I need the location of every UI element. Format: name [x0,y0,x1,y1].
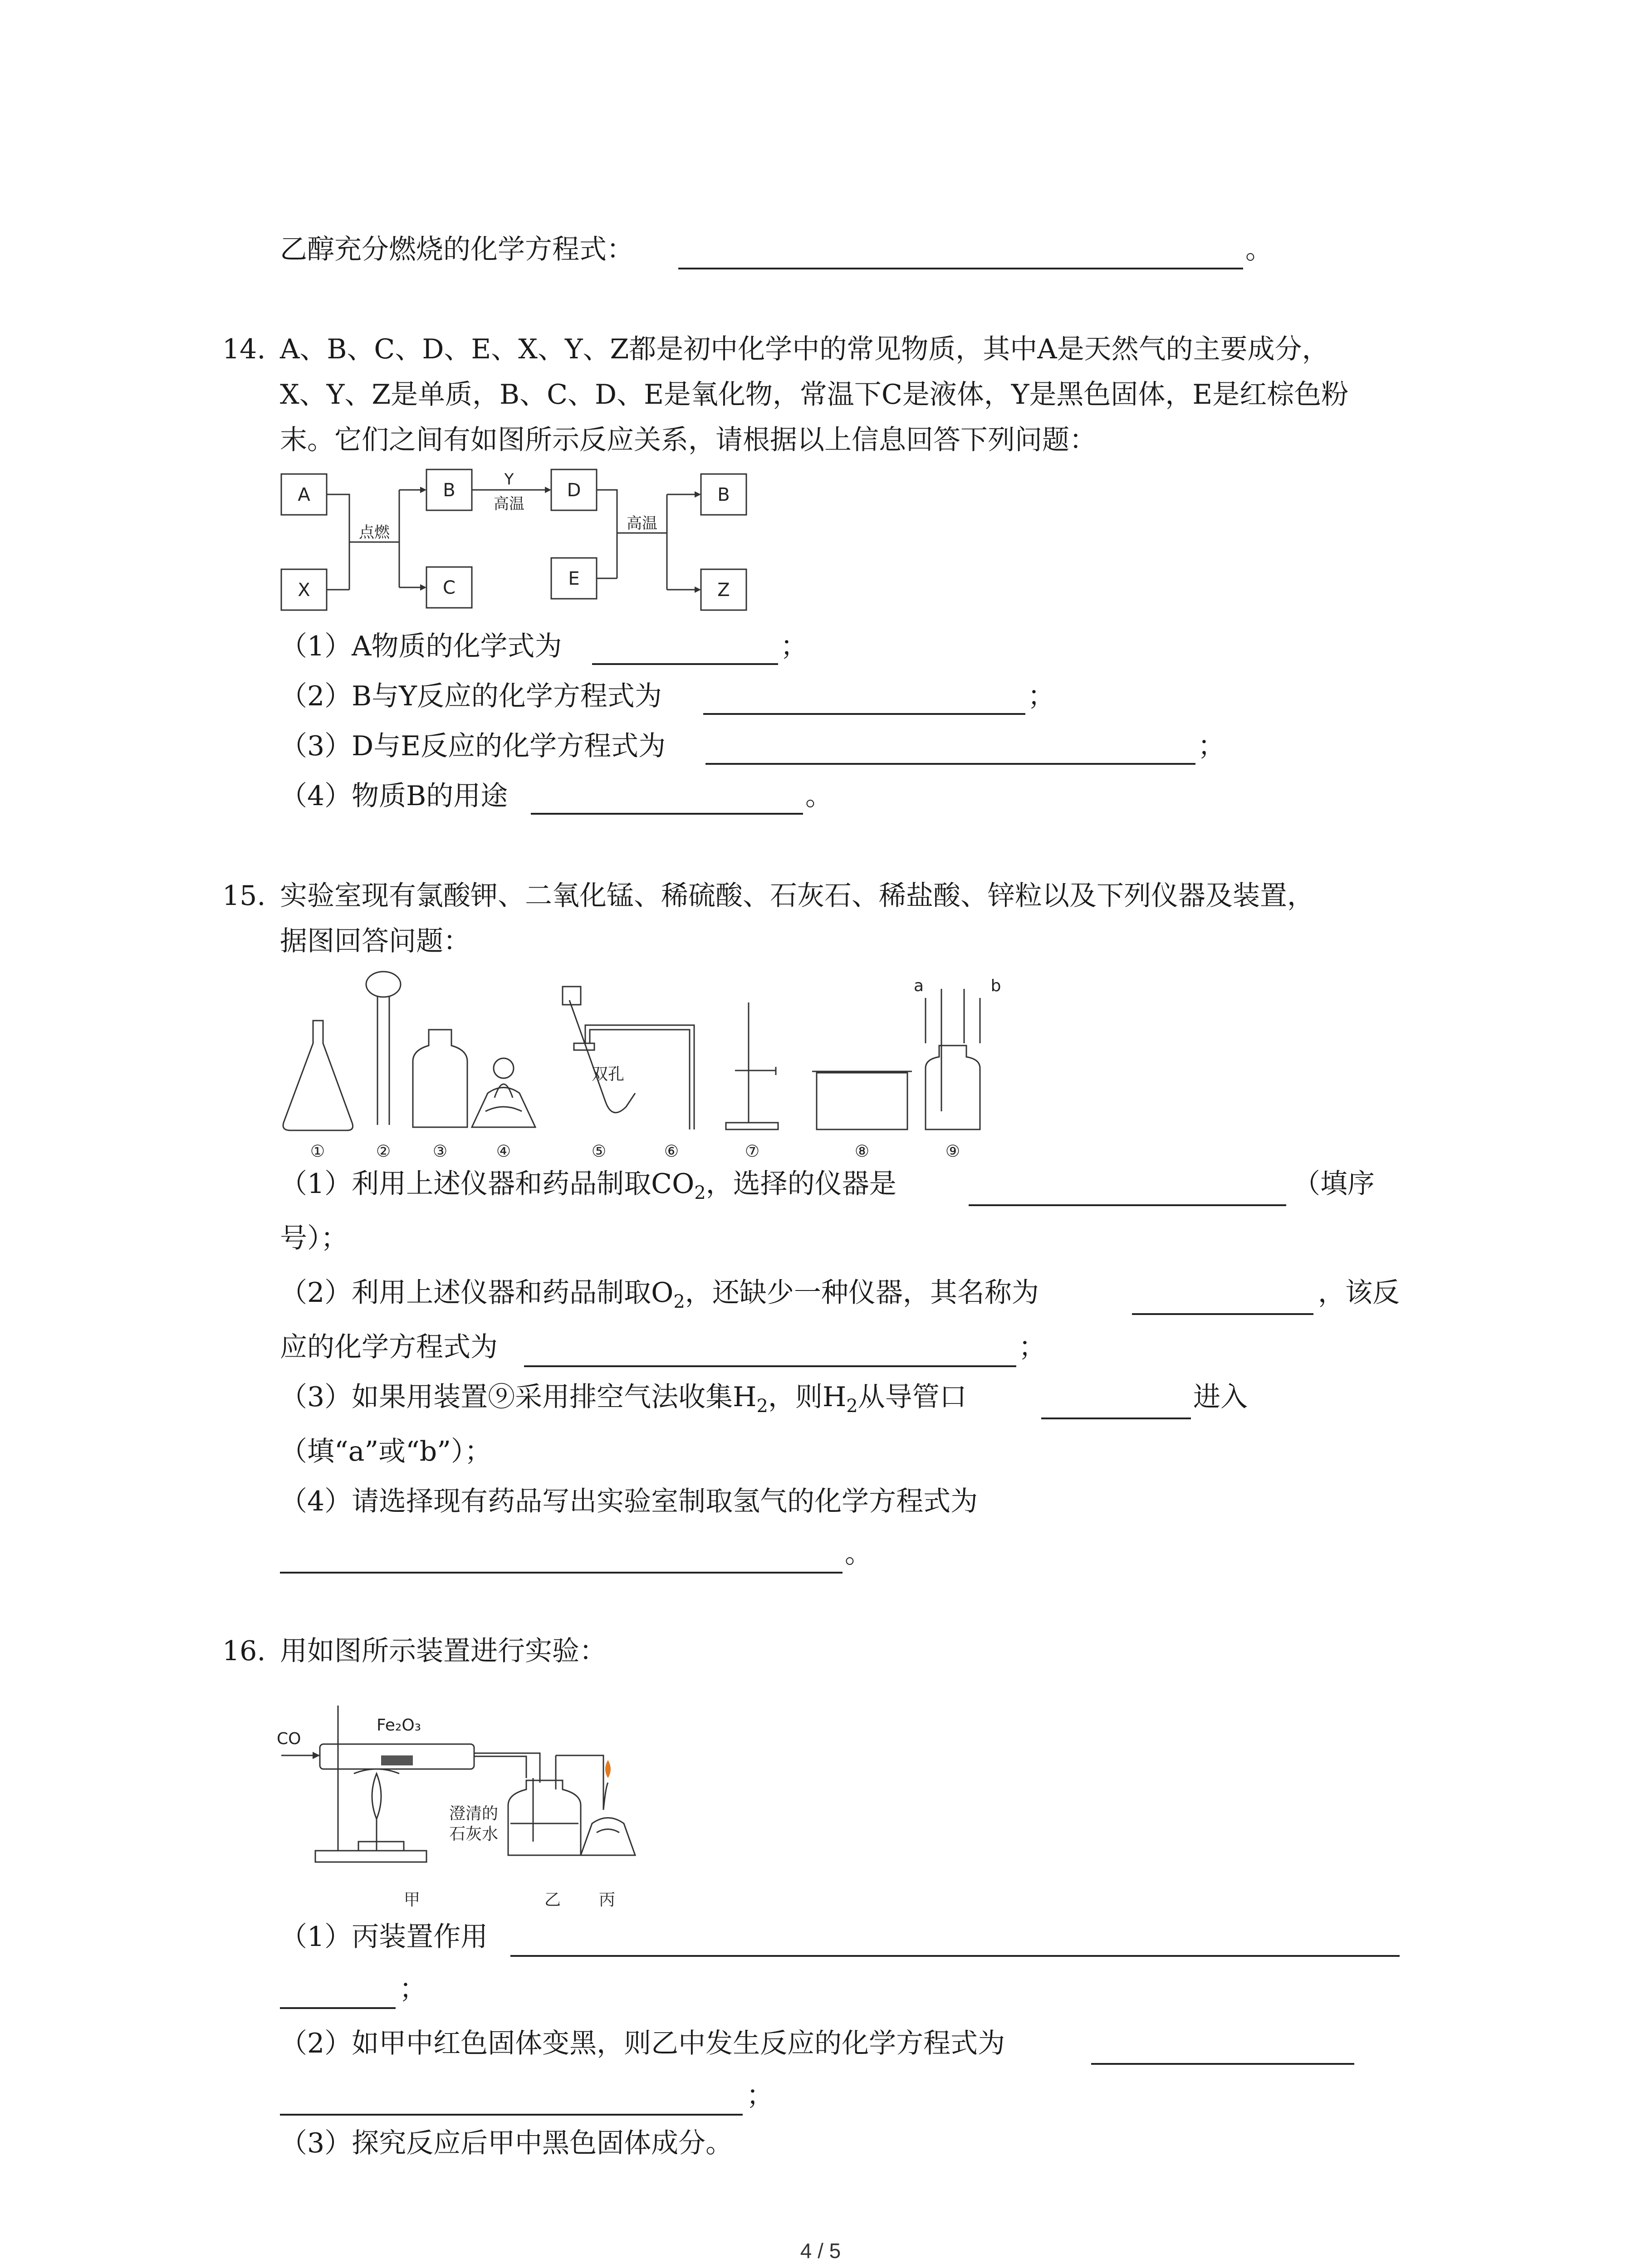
q15-sub1-blank[interactable] [969,1204,1286,1206]
q15-sub1-hint-cont: 号）； [280,1222,348,1254]
q14-sub3-label: （3）D与E反应的化学方程式为 [280,730,666,762]
long-neck-funnel [366,972,401,997]
label-port-a: a [913,977,924,995]
q15-number: 15. [222,880,266,912]
q14-sub1-blank[interactable] [592,663,778,665]
q15-sub1-hint: （填序 [1293,1168,1375,1200]
q15-sub2-equation-label: 应的化学方程式为 [280,1331,498,1363]
gas-jar [413,1030,467,1127]
condition-high-temp-1: 高温 [494,495,524,513]
burner [358,1774,404,1851]
q16-intro: 用如图所示装置进行实验： [280,1635,607,1667]
label-bing: 丙 [599,1891,616,1909]
q15-sub1-label: （1）利用上述仪器和药品制取$CO_2$，选择的仪器是 [280,1168,896,1203]
limewater-bottle [508,1780,581,1855]
diagram-label-c: C [443,577,456,598]
q15-sub4-label: （4）请选择现有药品写出实验室制取氢气的化学方程式为 [280,1486,978,1517]
label-8: ⑧ [854,1142,870,1161]
q14-reaction-diagram [272,467,771,617]
label-jia: 甲 [404,1891,421,1909]
q13-end-mark: 。 [1245,234,1273,265]
q15-sub2-name-blank[interactable] [1132,1313,1313,1315]
alcohol-lamp [581,1818,635,1856]
iron-stand [726,1002,778,1129]
q16-sub1-blank[interactable] [510,1955,1400,1957]
two-hole-stopper [574,1043,594,1050]
q16-experiment-figure [272,1687,726,1923]
condition-y: Y [504,470,514,489]
q14-intro-line-2: X、Y、Z是单质，B、C、D、E是氧化物，常温下C是液体，Y是黑色固体，E是红棕色粉 [280,379,1349,411]
condition-ignite: 点燃 [359,523,390,542]
q14-sub3-blank[interactable] [705,763,1195,765]
q14-intro-line-3: 末。它们之间有如图所示反应关系，请根据以上信息回答下列问题： [280,424,1097,456]
q15-sub2-equation-blank[interactable] [524,1365,1016,1367]
q16-sub2-end: ； [746,2080,774,2112]
page-number: 4 / 5 [800,2239,841,2263]
q15-sub3-tail: 进入 [1193,1381,1248,1413]
diagram-label-z: Z [717,580,730,601]
q15-sub2-end: ； [1019,1331,1046,1363]
q14-sub4-end: 。 [805,780,833,812]
label-7: ⑦ [745,1142,760,1161]
water-trough [812,1071,912,1129]
label-1: ① [310,1142,325,1161]
q14-sub4-label: （4）物质B的用途 [280,780,508,812]
diagram-label-b1: B [443,480,456,501]
q15-apparatus-figure [272,966,1180,1166]
label-9: ⑨ [945,1142,960,1161]
label-6: ⑥ [664,1142,679,1161]
label-3: ③ [432,1142,448,1161]
q16-sub3-label: （3）探究反应后甲中黑色固体成分。 [280,2127,733,2159]
label-limewater-2: 石灰水 [449,1825,499,1843]
q13-answer-blank[interactable] [678,268,1243,269]
q16-sub2-label: （2）如甲中红色固体变黑，则乙中发生反应的化学方程式为 [280,2028,1005,2059]
q15-sub3-label: （3）如果用装置⑨采用排空气法收集$H_2$，则$H_2$从导管口 [280,1381,967,1417]
label-double-hole: 双孔 [591,1065,625,1084]
q16-number: 16. [222,1635,266,1667]
q14-sub2-end: ； [1028,680,1055,712]
label-2: ② [376,1142,391,1161]
q15-sub3-blank[interactable] [1041,1418,1191,1419]
q14-number: 14. [222,333,266,365]
q16-sub2-blank[interactable] [1091,2063,1354,2065]
q16-sub1-end: ； [399,1973,426,2005]
q13-equation-prompt: 乙醇充分燃烧的化学方程式： [280,234,634,265]
diagram-label-b2: B [717,484,730,505]
gas-washing-bottle [926,998,980,1129]
condition-high-temp-2: 高温 [627,514,657,533]
q16-sub2-blank-cont[interactable] [280,2114,743,2116]
label-limewater-1: 澄清的 [449,1804,499,1823]
diagram-label-a: A [298,484,310,505]
q14-sub3-end: ； [1198,730,1225,762]
q15-intro-line-2: 据图回答问题： [280,925,470,957]
q16-sub1-label: （1）丙装置作用 [280,1921,488,1953]
diagram-label-e: E [568,568,580,589]
q15-intro-line-1: 实验室现有氯酸钾、二氧化锰、稀硫酸、石灰石、稀盐酸、锌粒以及下列仪器及装置， [280,880,1314,912]
q14-sub1-label: （1）A物质的化学式为 [280,631,562,662]
label-port-b: b [990,977,1001,995]
q14-sub2-blank[interactable] [703,713,1025,715]
q16-sub1-blank-cont[interactable] [280,2007,396,2009]
q15-sub3-hint: （填“a”或“b”）； [280,1436,492,1467]
q14-sub2-label: （2）B与Y反应的化学方程式为 [280,680,662,712]
label-fe2o3: Fe₂O₃ [377,1716,421,1735]
label-4: ④ [496,1142,511,1161]
q14-sub4-blank[interactable] [531,813,803,815]
q14-intro-line-1: A、B、C、D、E、X、Y、Z都是初中化学中的常见物质，其中A是天然气的主要成分， [280,333,1329,365]
q14-sub1-end: ； [780,631,808,662]
diagram-label-x: X [298,580,310,601]
conical-flask [283,1021,353,1130]
label-co: CO [277,1730,301,1748]
q15-sub4-end: 。 [845,1538,872,1569]
diagram-label-d: D [567,480,581,501]
label-yi: 乙 [544,1891,561,1909]
label-5: ⑤ [591,1142,607,1161]
q15-sub2-label: （2）利用上述仪器和药品制取$O_2$，还缺少一种仪器，其名称为 [280,1277,1039,1312]
delivery-tube-with-stopper [569,1000,635,1113]
q15-sub2-mid: ，该反 [1318,1277,1400,1309]
q15-sub4-blank[interactable] [280,1572,843,1574]
